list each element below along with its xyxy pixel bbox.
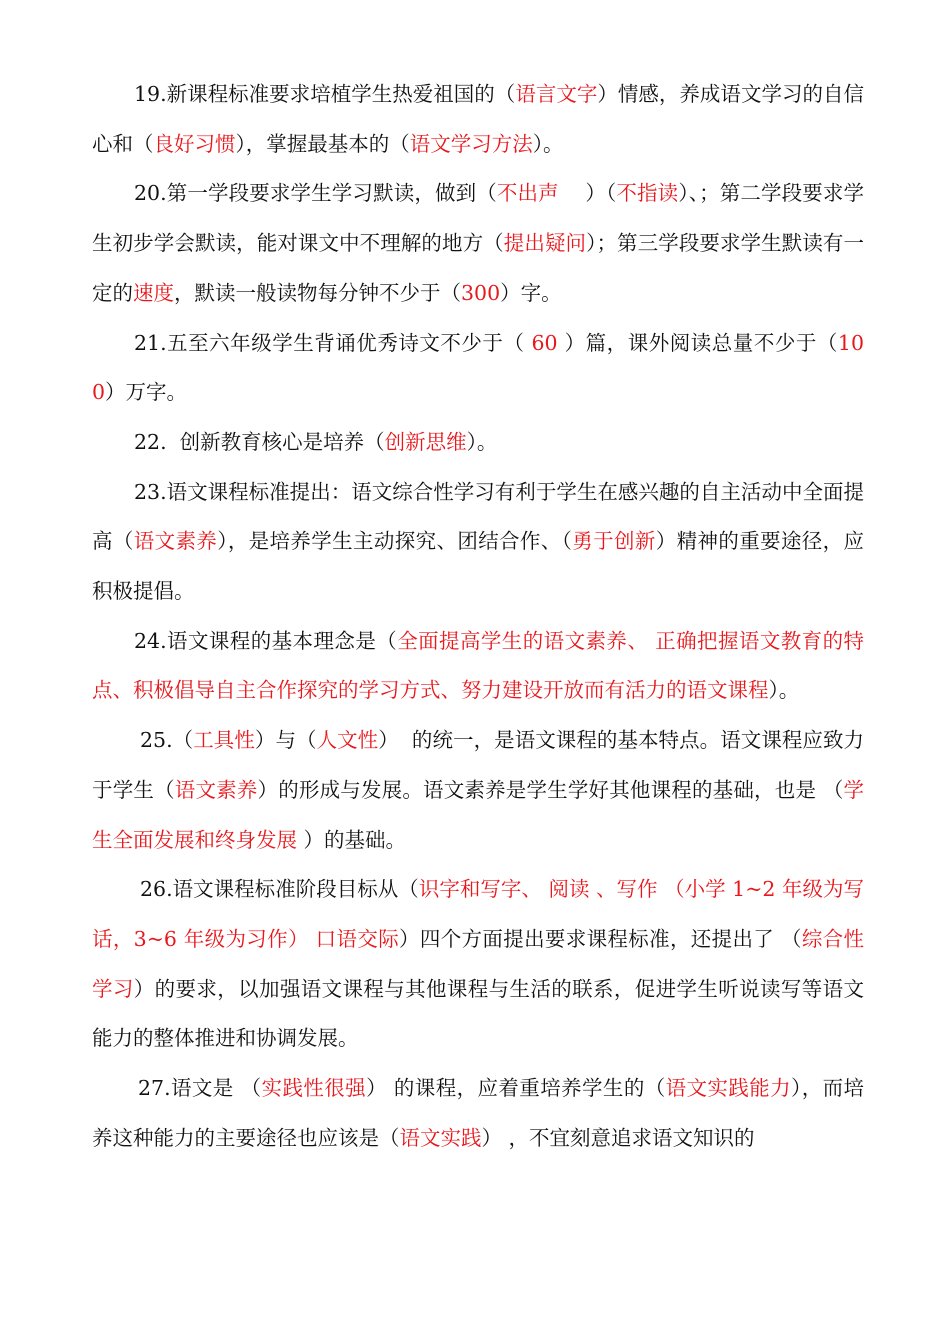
question-23	[92, 468, 864, 617]
answer-text: 综合性学习	[92, 926, 865, 1001]
question-text: 22. 创新教育核心是培养（	[134, 429, 385, 454]
answer-text: 速度	[133, 280, 174, 305]
answer-text: 创新思维	[384, 429, 467, 454]
question-text: ）情感，养成语文学习的自信心和（	[92, 82, 864, 156]
question-text: ）、；第二学段要求学生初步学会默读，能对课文中不理解的地方（	[92, 181, 865, 256]
question-text: ）的基础。	[297, 827, 407, 852]
question-text: ）。	[532, 131, 564, 156]
question-text: ） 的课程，应着重培养学生的（	[366, 1076, 666, 1101]
question-text: ）的要求，以加强语文课程与其他课程与生活的联系，促进学生听说读写等语文能力的整体推进和协调发展。	[92, 976, 864, 1051]
question-text: ）万字。	[105, 380, 188, 405]
answer-text: 实践性很强	[261, 1076, 367, 1101]
answer-text: 语文实践	[399, 1125, 482, 1150]
question-24	[92, 617, 864, 716]
question-text: ） ，不宜刻意追求语文知识的	[481, 1125, 755, 1150]
question-21	[92, 319, 864, 418]
question-text: ）。	[466, 429, 498, 454]
answer-text: 300	[461, 280, 501, 305]
question-text: 19.新课程标准要求培植学生热爱祖国的（	[134, 82, 516, 106]
answer-text: 学生全面发展和终身发展	[92, 777, 865, 852]
answer-text: 语言文字	[515, 82, 598, 106]
question-text: ）与（	[254, 728, 317, 753]
answer-text: 语文实践能力	[665, 1076, 792, 1101]
question-text: ）；第三学段要求学生默读有一定的	[92, 231, 865, 305]
answer-text: 识字和写字、 阅读 、写作 （小学 1~2 年级为写话，3~6 年级为习作） 口语交际	[92, 877, 864, 951]
question-text: ） 的统一，是语文课程的基本特点。语文课程应致力于学生（	[92, 728, 865, 802]
question-text: 23.语文课程标准提出：语文综合性学习有利于学生在感兴趣的自主活动中全面提高（	[92, 479, 864, 554]
question-25	[92, 716, 864, 865]
question-text: ），是培养学生主动探究、团结合作、（	[217, 529, 573, 554]
answer-text: 勇于创新	[572, 529, 656, 554]
answer-text: 良好习惯	[153, 131, 236, 156]
question-text: ）的形成与发展。语文素养是学生学好其他课程的基础，也是 （	[257, 777, 844, 802]
question-text: ）篇，课外阅读总量不少于（	[557, 330, 838, 355]
question-text: 26.语文课程标准阶段目标从（	[140, 877, 419, 902]
question-text: 25.（	[140, 728, 194, 753]
answer-text: 人文性	[316, 728, 379, 753]
question-text: ）（	[558, 181, 617, 206]
question-text: ），而培养这种能力的主要途径也应该是（	[92, 1076, 865, 1150]
answer-text: 语文素养	[133, 529, 218, 554]
question-text: 21.五至六年级学生背诵优秀诗文不少于（	[134, 330, 532, 355]
question-text: 27.语文是 （	[138, 1076, 262, 1101]
question-text: ）。	[768, 678, 800, 703]
question-text: ，默读一般读物每分钟不少于（	[174, 280, 461, 305]
question-text: 24.语文课程的基本理念是（	[134, 628, 398, 653]
answer-text: 语文学习方法	[409, 131, 533, 156]
answer-text: 100	[92, 330, 865, 405]
question-26	[92, 865, 864, 1064]
answer-text: 不指读	[616, 181, 679, 206]
answer-text: 语文素养	[174, 777, 258, 802]
answer-text: 提出疑问	[503, 231, 587, 256]
answer-text: 工具性	[193, 728, 255, 753]
answer-text: 全面提高学生的语文素养、 正确把握语文教育的特点、积极倡导自主合作探究的学习方式、努力建设开放而有活力的语文课程	[92, 628, 865, 703]
question-22	[92, 418, 864, 468]
question-text: ）字。	[500, 280, 562, 305]
question-text: ）四个方面提出要求课程标准，还提出了 （	[399, 926, 802, 951]
question-text: ）精神的重要途径，应积极提倡。	[92, 529, 865, 604]
question-20	[92, 169, 864, 318]
question-text: 20.第一学段要求学生学习默读，做到（	[134, 181, 497, 206]
answer-text: 不出声	[496, 181, 559, 206]
answer-text: 60	[531, 330, 558, 355]
question-27	[92, 1064, 864, 1163]
question-19	[92, 70, 864, 169]
question-text: ），掌握最基本的（	[235, 131, 410, 156]
